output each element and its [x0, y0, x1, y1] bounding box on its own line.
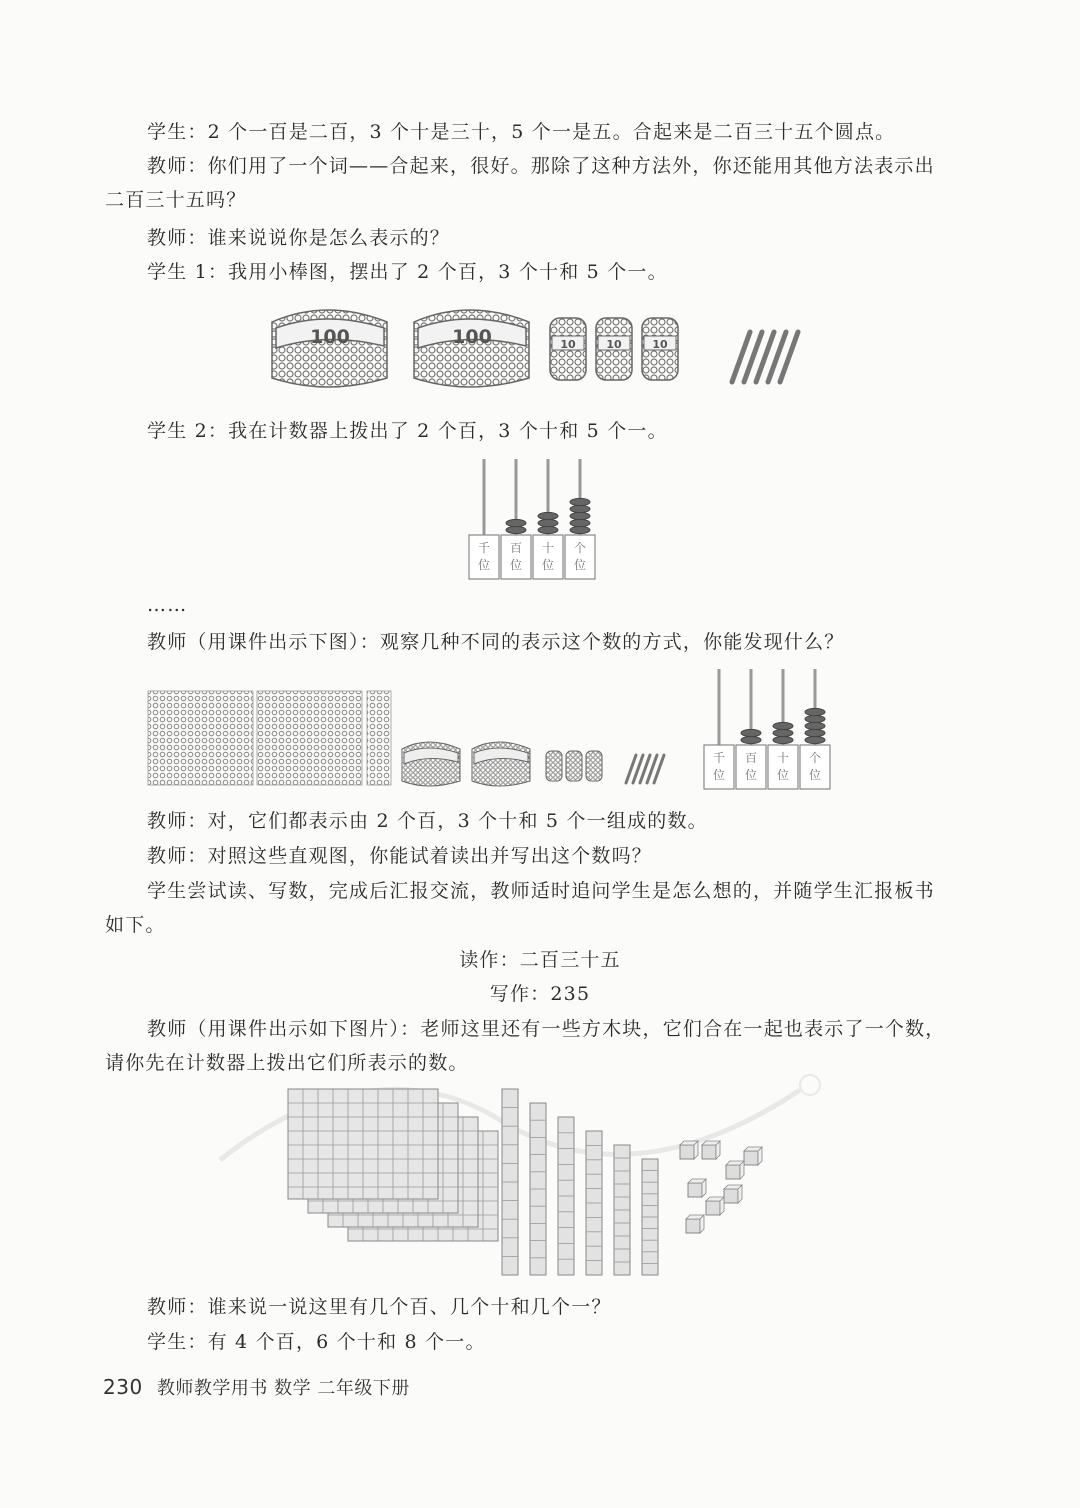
abacus-place-label: 千 — [477, 541, 491, 555]
board-read-as: 读作：二百三十五 — [459, 949, 621, 971]
ten-bundle — [550, 318, 586, 380]
abacus-place-label: 十 — [776, 751, 790, 765]
hundred-bundle — [272, 310, 387, 387]
hundred-dot-grid — [148, 691, 253, 785]
stick-bundles-figure — [262, 298, 802, 394]
ten-rod — [642, 1159, 658, 1275]
line-teacher-question-1: 教师：你们用了一个词——合起来，很好。那除了这种方法外，你还能用其他方法表示出 — [147, 155, 935, 177]
unit-cube — [744, 1147, 762, 1165]
unit-cube — [706, 1197, 724, 1215]
line-ellipsis: …… — [147, 594, 188, 616]
ten-bundle — [596, 318, 632, 380]
abacus-bead — [805, 708, 825, 715]
line-student-try-1: 学生尝试读、写数，完成后汇报交流，教师适时追问学生是怎么想的，并随学生汇报板书 — [147, 880, 935, 902]
abacus-place-label: 位 — [744, 768, 758, 782]
page-footer — [103, 1374, 410, 1400]
abacus-bead — [506, 519, 526, 526]
abacus-place-label: 位 — [776, 768, 790, 782]
abacus-place-label: 位 — [477, 558, 491, 572]
abacus-bead — [805, 729, 825, 736]
remaining-dot-grid — [367, 691, 391, 785]
ten-bundle-label: 10 — [606, 338, 622, 351]
line-student-answer: 学生：有 4 个百，6 个十和 8 个一。 — [147, 1331, 486, 1353]
book-title: 教师教学用书 数学 二年级下册 — [156, 1378, 410, 1399]
line-teacher-observe: 教师（用课件出示下图）：观察几种不同的表示这个数的方式，你能发现什么？ — [147, 631, 845, 653]
abacus-bead — [538, 526, 558, 533]
unit-cube — [726, 1161, 744, 1179]
abacus-bead — [538, 512, 558, 519]
unit-cube — [702, 1141, 720, 1159]
unit-cube — [686, 1215, 704, 1233]
ten-bundle-label: 10 — [560, 338, 576, 351]
abacus-bead — [741, 729, 761, 736]
abacus-bead — [773, 736, 793, 743]
ten-bundle-label: 10 — [652, 338, 668, 351]
board-write-as: 写作：235 — [489, 983, 591, 1005]
base-ten-blocks-figure — [280, 1085, 780, 1285]
hundred-flat — [288, 1089, 438, 1199]
line-teacher-read-write: 教师：对照这些直观图，你能试着读出并写出这个数吗？ — [147, 845, 653, 867]
abacus-bead — [506, 526, 526, 533]
abacus-place-label: 个 — [808, 751, 822, 765]
small-ten-bundles — [546, 751, 602, 781]
abacus-bead — [570, 519, 590, 526]
abacus-place-label: 位 — [712, 768, 726, 782]
abacus-place-label: 个 — [573, 541, 587, 555]
abacus-bead — [538, 519, 558, 526]
ten-rod — [614, 1145, 630, 1275]
abacus-figure — [462, 455, 602, 583]
unit-cube — [680, 1141, 698, 1159]
abacus-bead — [805, 736, 825, 743]
hundred-bundle — [414, 310, 529, 387]
line-teacher-confirm: 教师：对，它们都表示由 2 个百，3 个十和 5 个一组成的数。 — [147, 810, 708, 832]
unit-cube — [688, 1179, 706, 1197]
single-sticks — [732, 332, 798, 382]
abacus-place-label: 十 — [541, 541, 555, 555]
abacus-place-label: 位 — [509, 558, 523, 572]
abacus-bead — [805, 715, 825, 722]
abacus-bead — [570, 505, 590, 512]
small-hundred-bundle — [472, 742, 530, 786]
abacus-bead — [773, 729, 793, 736]
ten-rod — [558, 1117, 574, 1275]
abacus-place-label: 位 — [573, 558, 587, 572]
unit-cube — [724, 1185, 742, 1203]
abacus-bead — [805, 722, 825, 729]
line-teacher-ask-count: 教师：谁来说一说这里有几个百、几个十和几个一？ — [147, 1296, 612, 1318]
ten-rod — [530, 1103, 546, 1275]
abacus-place-label: 千 — [712, 751, 726, 765]
line-teacher-who: 教师：谁来说说你是怎么表示的？ — [147, 227, 451, 249]
abacus-bead — [570, 498, 590, 505]
hundred-dot-grid — [257, 691, 362, 785]
abacus-place-label: 位 — [541, 558, 555, 572]
line-student-2: 学生 2：我在计数器上拨出了 2 个百，3 个十和 5 个一。 — [147, 420, 668, 442]
abacus-bead — [773, 722, 793, 729]
ten-bundle — [642, 318, 678, 380]
abacus-figure-small — [697, 665, 837, 793]
line-student-try-2: 如下。 — [105, 914, 166, 936]
hundred-bundle-label: 100 — [452, 326, 492, 348]
line-teacher-blocks-2: 请你先在计数器上拨出它们所表示的数。 — [105, 1052, 469, 1074]
line-student-sum: 学生：2 个一百是二百，3 个十是三十，5 个一是五。合起来是二百三十五个圆点。 — [147, 121, 896, 143]
abacus-place-label: 百 — [744, 751, 758, 765]
ten-rod — [502, 1089, 518, 1275]
ten-rod — [586, 1131, 602, 1275]
abacus-bead — [741, 736, 761, 743]
abacus-place-label: 位 — [808, 768, 822, 782]
line-teacher-blocks-1: 教师（用课件出示如下图片）：老师这里还有一些方木块，它们合在一起也表示了一个数， — [147, 1018, 946, 1040]
abacus-bead — [570, 526, 590, 533]
small-bundles-figure — [398, 735, 688, 790]
small-single-sticks — [626, 755, 664, 783]
abacus-place-label: 百 — [509, 541, 523, 555]
hundred-bundle-label: 100 — [310, 326, 350, 348]
page-number: 230 — [103, 1375, 143, 1399]
dot-array-figure — [145, 688, 395, 788]
small-hundred-bundle — [402, 742, 460, 786]
line-student-1: 学生 1：我用小棒图，摆出了 2 个百，3 个十和 5 个一。 — [147, 261, 668, 283]
line-teacher-question-2: 二百三十五吗？ — [105, 189, 247, 211]
abacus-bead — [570, 512, 590, 519]
